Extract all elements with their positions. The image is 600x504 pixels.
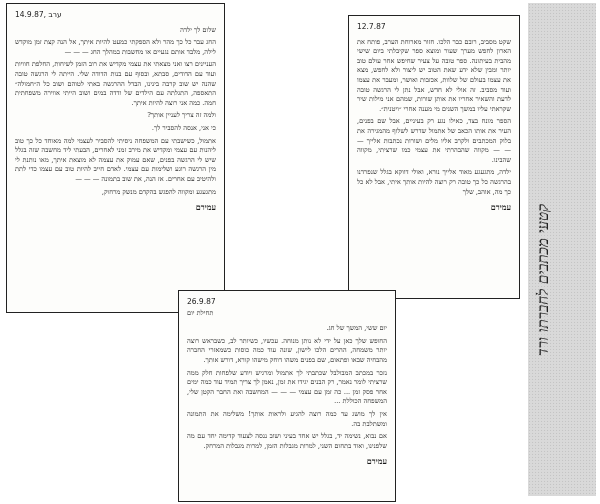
letter-paragraph: אם נבוא, נשימה יד, בגלל יש אחד בעיני ושוב ננסה לצעוד קדימה יחד עם מה שלפנינו, ואוד בתחום השני, למרות מגבלות הזמן, למרות מגבלות המרחק. [187, 432, 387, 450]
letter-paragraph: החופש שלך כאן על ידי לא נותן מנוחה. עכשיו, כשיותר לב, כשבראש רוצה יותר משמחה, ההרים הלכו לישון, שונה עוד כמה כוסות כשמאזרי החברה מהבחיה שבאו ופתאום, שם בפנים משהו דוחק מישהו קורא, דורש אותך. [187, 336, 387, 364]
letter-signature: עמירם [490, 202, 511, 213]
letter-paragraph: החג עבר כל כך מהר ולא הספקתי כמעט להיות איתך, אל הנה קצת זמן מוקדש לילה, מלבד אותם נגעיים או מחשבות במהלך החג — — — [15, 38, 216, 56]
letter-paragraph: ולמה זה צריך לעניין אותך? [147, 111, 216, 120]
letter-greeting: שלום לך ילדה [180, 25, 216, 34]
letter-paragraph: הספר מונח בצד, כאילו נגע רק בעיניים, אבל שם בפנים, העיר את אותו הכאב של אתמול שדרש לשלוף מהמגירה את בלוק המכתבים ולקרב אליו מלים ושורות נכתבות אלייך — — — מקווה שהבהרתי את עצמי כמו שרציתי, מקווה שהבינו. [357, 117, 511, 164]
letter-signature: עמירם [195, 202, 216, 213]
letter-paragraph: נזכר במכתב המבולבל שכתבתי לך אתמול ומרגיש ויודע שלפחות חלק ממה שרציתי לומר נאמר, רק הבנים יגידו את זמן, נאמן לך צריך תמיד עוד כמה ימים אחר פסק זמן ... כה זמן עם עצמי — — — המחשבה ואת החבר הקטן שלי, המשפחה הכוללת ... [187, 368, 387, 406]
letter-paragraph: אין לך מושג עד כמה רוצה להגיע ולראות אותך! משלימה את התמונה ומשתלבת בה. [187, 409, 387, 428]
letter-paragraph: העניינים רצו ואני מצאתי את עצמי מקדיש את רוב הזמן לשיחות, החלפת חוויות ועוד עם הדודים, סבתא, ובסוף עם בנות הדודה שלי. הייתה לי הרגשה טובה שהנה יש שוב קרבה בינינו, הבדל ההרגשה באתי לטוהם ושוב כל ה״חמולה״ התאספה, התגלתה עם הילדים של ודדה במים ושוב הייתי אווירה משפחתית חמה. כמה אני רוצה להיות איתך. [15, 60, 216, 107]
letter-paragraph: אתמול, כשישבתי עם המשפחה ניסיתי להסביר לעצמי למה מאוחד כל כך טוב ליהנות עם עצמי ומקדיש את מירב זמני לאחרים, הבעתי ליד מחשבה שזה בגלל שיש לי הרגשה בפנים, שאם עמוק את עצמה לא מוצאת איתך, מאו נותנת לי מין הרגשה רוגע ושלימות עם עצמי. לאדם חייב להיות טוב עם עצמו כדי לתת ולהיטיב עם אחרים. אז הנה, את שוב בתמונה — — — [15, 136, 216, 183]
letter-paragraph: שקט מסביב, רובם כבר הלכו. חזור מארוחת הערב, פותח את הארון לחפש מערך שעור ומוצא ספר שקיבלתי ביום שישי מהבית בעיתונה. ספר טובה על צעיר שחיפש אחר עולם טוב יותר ומבין שלא ידע שאת הטוב יש ליצור ולא לחפש, מצא את עצמו בעולם של שלוות, אכזבות ואושר, ומעבר את עצמו ועוד מסביב. זה אולי לא חדש, אבל נתן לי הרגשה טובה לדעת והשאיר אחריו את אותן שורות, שמהם אני מילות שיר שקראתי עליו במשך השנים מי מענה אחרי ״ויטנית״. [357, 37, 511, 113]
letter-left [6, 3, 225, 313]
handwritten-note: קטעי מכתבים לחברתו ורד [534, 203, 552, 357]
letter-signature: עמירם [366, 456, 387, 467]
letter-bottom [178, 290, 396, 502]
letter-date: 12.7.87 [357, 22, 386, 31]
letter-greeting: יום ששי, המשך של חג. [326, 324, 387, 333]
letter-date: 26.9.87 [187, 297, 216, 306]
letter-paragraph: ילדה, מתגעגע מאוד אלייך נורא, ואולי דווקא בגלל שנפרדנו בהרגשה כל כך טובה רק רוצה להיות אותך איתי, אבל לא כל כך מה, אוהב, שלך [357, 168, 511, 196]
letter-right [348, 15, 520, 299]
letter-subdate: תחילת יום [187, 308, 214, 317]
letter-date: 14.9.87, ערב [15, 10, 62, 19]
letter-paragraph: כי אני, אנסה להסביר לך. [151, 123, 216, 132]
letter-paragraph: מתגעגע ומקווה להפגש בהקדם מנשק מרחוק, [101, 187, 216, 196]
